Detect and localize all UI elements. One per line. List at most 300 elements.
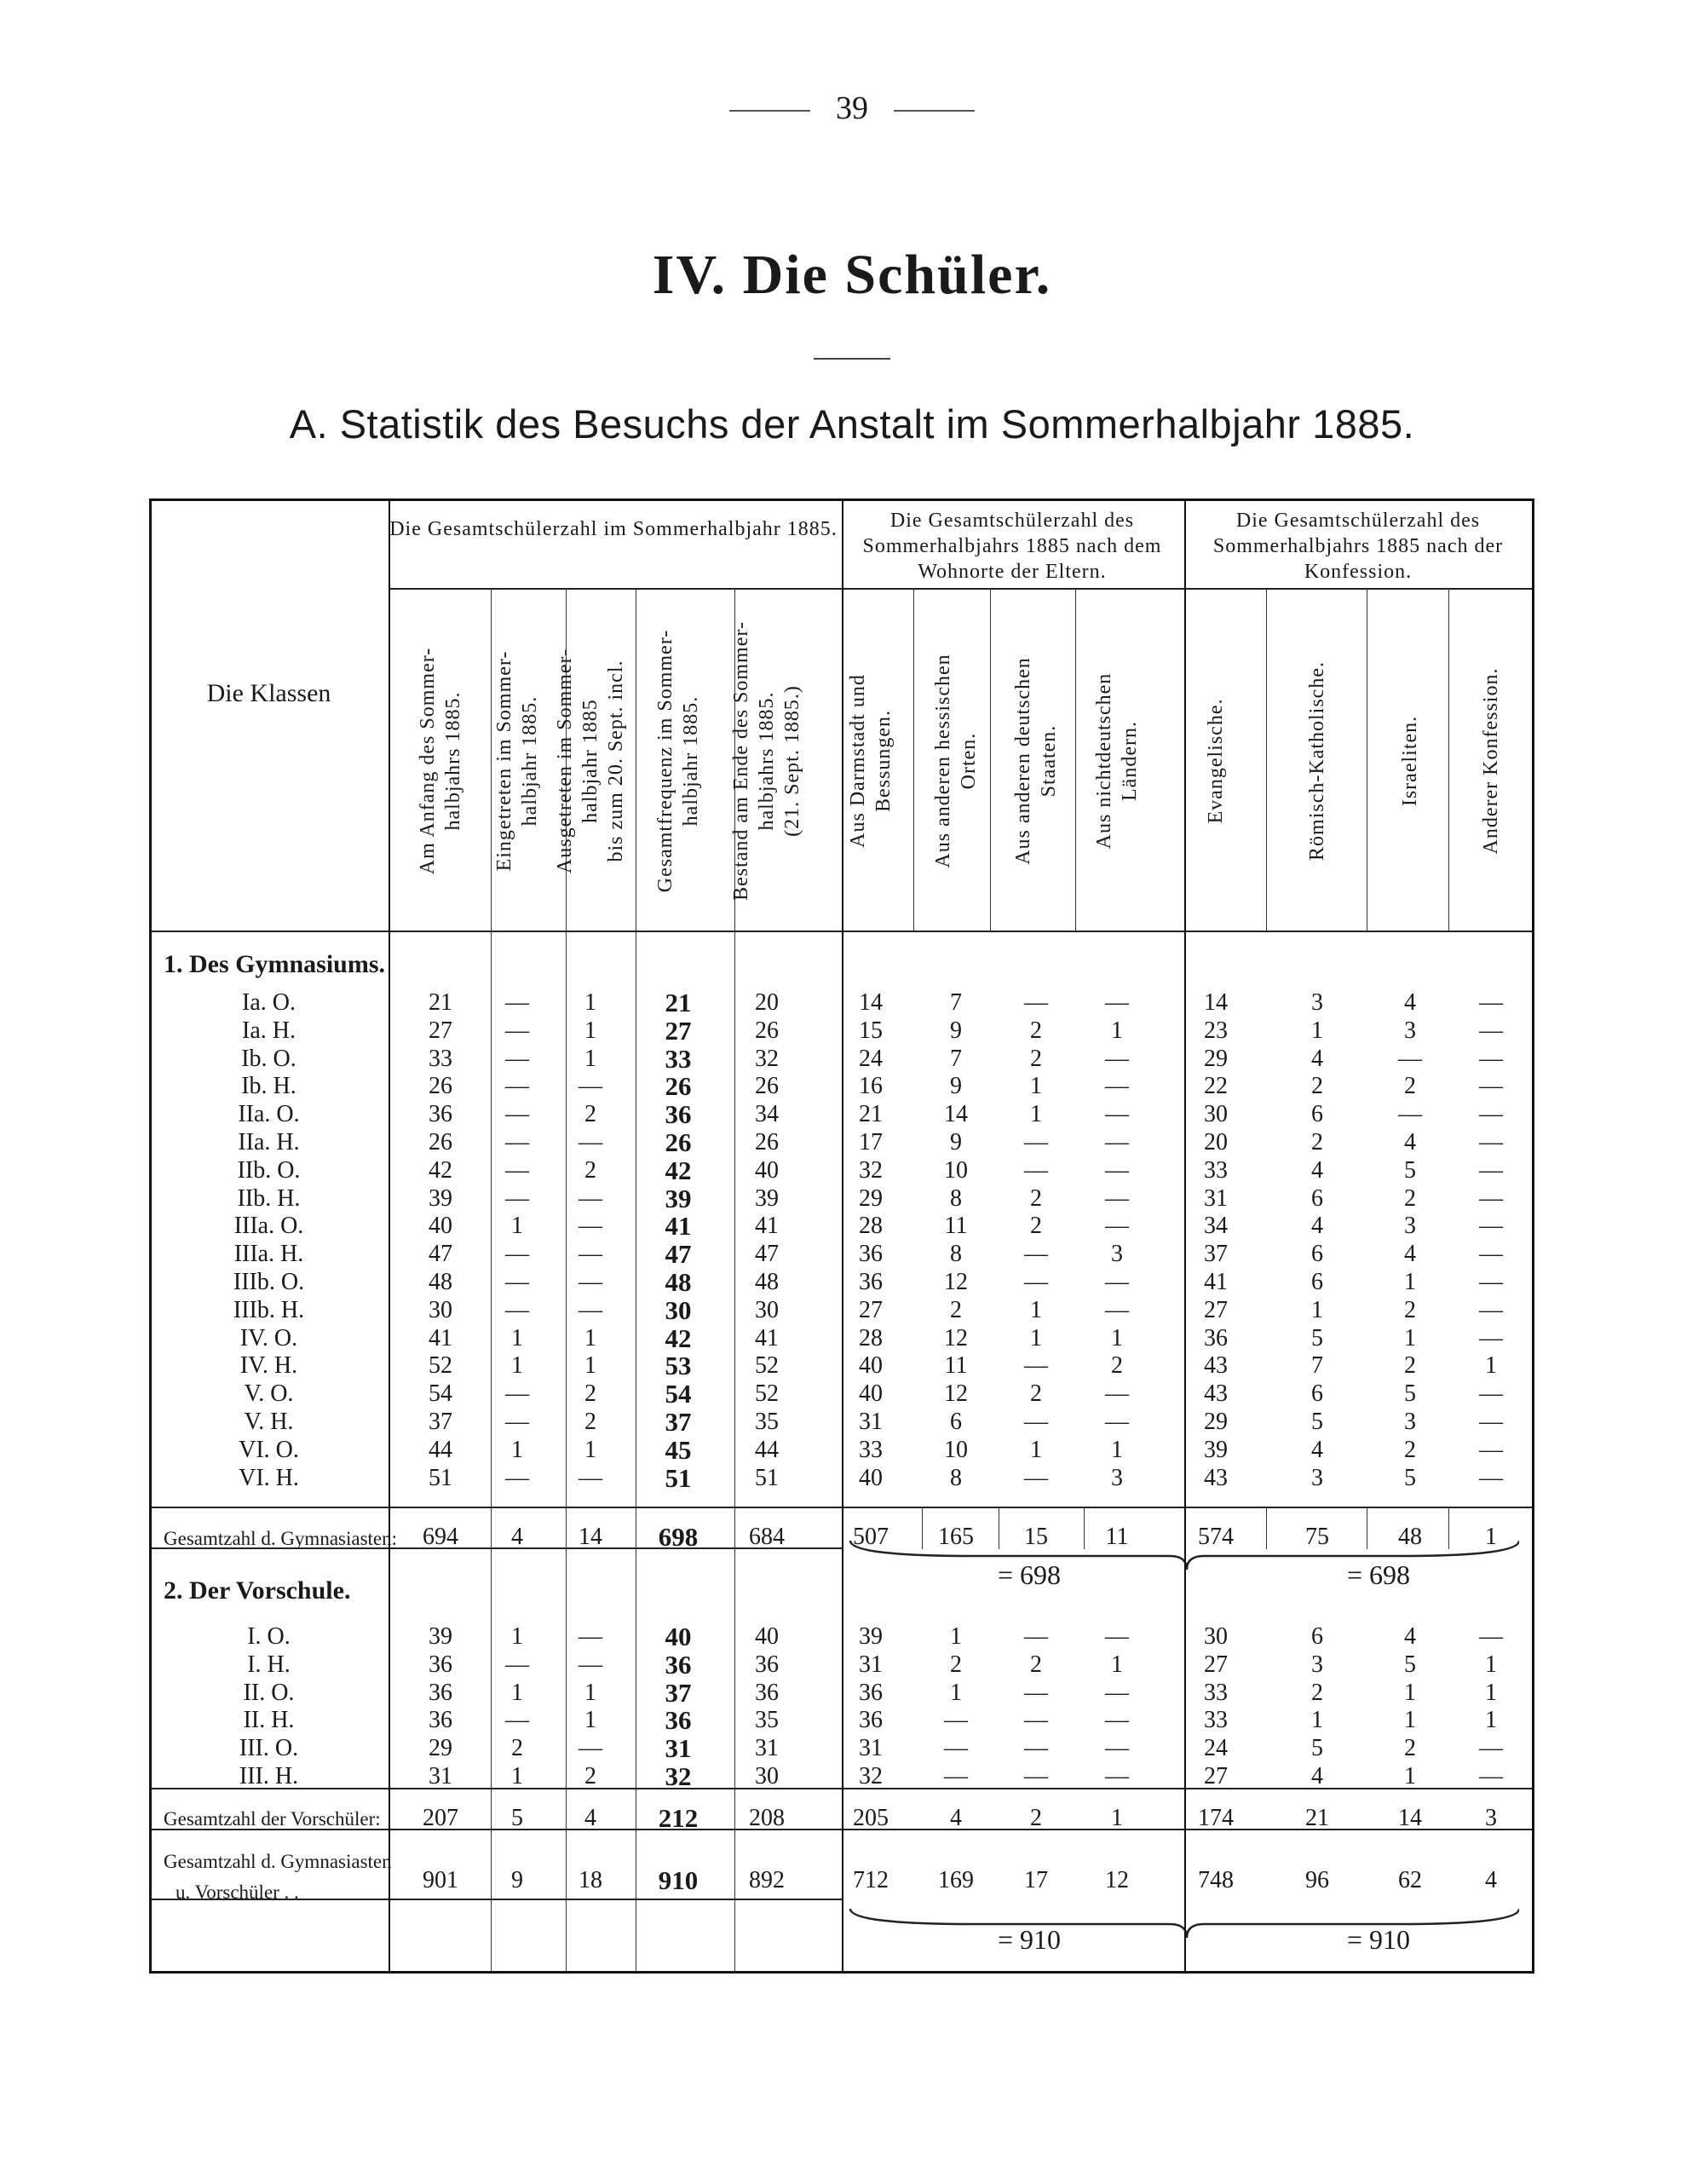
vorschule-cell: 2: [1311, 1679, 1323, 1706]
gymnasium-cell: —: [1024, 1156, 1048, 1184]
gymnasium-cell: 28: [859, 1213, 883, 1240]
vorschule-cell: 33: [1204, 1707, 1228, 1734]
gymnasium-cell: 32: [859, 1156, 883, 1184]
column-header-text-1: Eingetreten im Sommer- halbjahr 1885.: [493, 650, 541, 872]
gymnasium-cell: 37: [665, 1407, 692, 1437]
gymnasium-cell: 42: [665, 1323, 692, 1353]
column-header-text-5: Aus Darmstadt und Bessungen.: [847, 674, 895, 848]
gymnasium-cell: 27: [665, 1015, 692, 1046]
gymnasium-total-cell: 574: [1198, 1524, 1234, 1550]
gymnasium-cell: 33: [665, 1043, 692, 1074]
grand-total-cell: 4: [1485, 1867, 1497, 1893]
column-rule-header-7: [990, 588, 991, 931]
column-header-text-3: Gesamtfrequenz im Sommer- halbjahr 1885.: [654, 629, 702, 893]
grand-total-cell: 892: [749, 1867, 785, 1893]
gymnasium-cell: 14: [944, 1101, 968, 1128]
gymnasium-cell: 29: [859, 1184, 883, 1212]
gymnasium-cell: 3: [1111, 1464, 1123, 1491]
vorschule-cell: 2: [950, 1651, 962, 1678]
gymnasium-cell: 8: [950, 1241, 962, 1268]
gymnasium-cell: 2: [1030, 1045, 1042, 1072]
gymnasium-cell: —: [1024, 1241, 1048, 1268]
total-label-vorschule: Gesamtzahl der Vorschüler:: [164, 1808, 381, 1830]
vorschule-cell: 37: [665, 1677, 692, 1708]
gymnasium-row-label: IIIa. O.: [233, 1213, 304, 1240]
gymnasium-row-label: VI. H.: [239, 1464, 299, 1491]
gymnasium-cell: 12: [944, 1324, 968, 1351]
gymnasium-cell: 37: [429, 1409, 452, 1435]
gymnasium-cell: 2: [1111, 1352, 1123, 1380]
vorschule-cell: 36: [665, 1705, 692, 1736]
gymnasium-cell: 3: [1311, 989, 1323, 1016]
vorschule-cell: 32: [859, 1763, 883, 1789]
column-rule-header-8: [1075, 588, 1076, 931]
gymnasium-cell: 47: [665, 1239, 692, 1270]
gymnasium-cell: 6: [1311, 1184, 1323, 1212]
gymnasium-total-cell: 11: [1105, 1524, 1129, 1550]
gymnasium-cell: 4: [1404, 1129, 1416, 1155]
gymnasium-cell: —: [1024, 1352, 1048, 1380]
gymnasium-cell: 31: [1204, 1184, 1228, 1212]
gymnasium-cell: 40: [859, 1380, 883, 1408]
gymnasium-total-cell: 684: [749, 1524, 785, 1550]
gymnasium-cell: —: [1479, 1464, 1503, 1491]
gymnasium-cell: 4: [1311, 1156, 1323, 1184]
gymnasium-cell: 34: [1204, 1213, 1228, 1240]
vorschule-cell: —: [1479, 1623, 1503, 1650]
total-label-gymnasium: Gesamtzahl d. Gymnasiasten:: [164, 1528, 398, 1549]
gymnasium-cell: 29: [1204, 1409, 1228, 1435]
column-rule-header-6: [913, 588, 914, 931]
vorschule-cell: 1: [511, 1623, 523, 1650]
brace-grand: [846, 1907, 1519, 1941]
vorschule-cell: 31: [429, 1763, 452, 1789]
group-header-total: Die Gesamtschülerzahl im Sommerhalbjahr 1885.: [389, 518, 838, 540]
gymnasium-cell: 30: [429, 1296, 452, 1323]
gymnasium-cell: 1: [1030, 1436, 1042, 1463]
gymnasium-row-label: V. H.: [244, 1409, 294, 1435]
column-header-text-11: Israeliten.: [1399, 715, 1421, 807]
gymnasium-cell: —: [505, 1017, 529, 1044]
gymnasium-cell: 29: [1204, 1045, 1228, 1072]
gymnasium-cell: —: [1398, 1045, 1422, 1072]
gymnasium-total-cell: 14: [579, 1524, 602, 1550]
vorschule-cell: 6: [1311, 1623, 1323, 1650]
column-rule-header-10: [1266, 588, 1267, 931]
gymnasium-cell: 3: [1111, 1241, 1123, 1268]
vorschule-cell: 36: [755, 1679, 779, 1706]
gymnasium-cell: 5: [1404, 1464, 1416, 1491]
gymnasium-cell: —: [1479, 1296, 1503, 1323]
gymnasium-row-label: IIb. H.: [237, 1184, 301, 1212]
sum-wohnort-gymnasium: = 698: [997, 1559, 1062, 1590]
vorschule-row-label: III. O.: [239, 1735, 299, 1762]
gymnasium-cell: 30: [1204, 1101, 1228, 1128]
gymnasium-cell: 2: [1404, 1184, 1416, 1212]
gymnasium-cell: 32: [755, 1045, 779, 1072]
gymnasium-cell: 2: [1404, 1073, 1416, 1100]
gymnasium-row-label: Ib. O.: [241, 1045, 296, 1072]
vorschule-cell: 1: [584, 1679, 596, 1706]
vorschule-cell: 36: [755, 1651, 779, 1678]
gymnasium-cell: 36: [429, 1101, 452, 1128]
grand-total-label-line2: u. Vorschüler . .: [176, 1881, 299, 1903]
gymnasium-cell: —: [1398, 1101, 1422, 1128]
gymnasium-cell: 33: [1204, 1156, 1228, 1184]
grand-total-cell: 9: [511, 1867, 523, 1893]
vorschule-cell: —: [505, 1651, 529, 1678]
gymnasium-cell: 4: [1311, 1213, 1323, 1240]
gymnasium-cell: 5: [1404, 1156, 1416, 1184]
vorschule-cell: —: [1105, 1735, 1129, 1762]
gymnasium-cell: —: [579, 1296, 602, 1323]
grand-total-cell: 62: [1398, 1867, 1422, 1893]
gymnasium-cell: 52: [429, 1352, 452, 1380]
gymnasium-cell: 1: [1030, 1073, 1042, 1100]
vorschule-total-cell: 4: [584, 1805, 596, 1831]
group-header-konfession: Die Gesamtschülerzahl des Sommerhalbjahrs 1885 nach der Konfession.: [1212, 510, 1504, 583]
vorschule-cell: 1: [511, 1763, 523, 1789]
vorschule-cell: 35: [755, 1707, 779, 1734]
gymnasium-cell: 12: [944, 1269, 968, 1295]
grand-total-cell: 96: [1305, 1867, 1329, 1893]
gymnasium-cell: 26: [755, 1073, 779, 1100]
gymnasium-cell: 14: [1204, 989, 1228, 1016]
gymnasium-cell: 40: [859, 1352, 883, 1380]
group-header-wohnort: Die Gesamtschülerzahl des Sommerhalbjahrs 1885 nach dem Wohnorte der Eltern.: [862, 510, 1162, 583]
vorschule-total-cell: 2: [1030, 1805, 1042, 1831]
gymnasium-cell: 9: [950, 1129, 962, 1155]
gymnasium-total-cell: 48: [1398, 1524, 1422, 1550]
gymnasium-cell: 2: [1030, 1017, 1042, 1044]
vorschule-cell: —: [1024, 1679, 1048, 1706]
gymnasium-cell: 12: [944, 1380, 968, 1408]
vorschule-row-label: II. O.: [243, 1679, 295, 1706]
grand-total-label-line1: Gesamtzahl d. Gymnasiasten: [164, 1851, 392, 1872]
gymnasium-cell: —: [1479, 1213, 1503, 1240]
vorschule-cell: 5: [1311, 1735, 1323, 1762]
page-number-line: [0, 89, 1704, 127]
vorschule-cell: —: [1479, 1763, 1503, 1789]
column-header-text-10: Römisch-Katholische.: [1306, 661, 1328, 861]
gymnasium-cell: 34: [755, 1101, 779, 1128]
gymnasium-cell: 36: [859, 1269, 883, 1295]
gymnasium-cell: 2: [1311, 1129, 1323, 1155]
gymnasium-cell: 20: [755, 989, 779, 1016]
gymnasium-cell: 23: [1204, 1017, 1228, 1044]
gymnasium-row-label: IIa. O.: [238, 1101, 300, 1128]
sum-wohnort-grand: = 910: [997, 1924, 1062, 1955]
gymnasium-cell: —: [1479, 1324, 1503, 1351]
vorschule-cell: —: [1105, 1679, 1129, 1706]
gymnasium-cell: —: [505, 989, 529, 1016]
gymnasium-row-label: IIa. H.: [238, 1129, 300, 1155]
dash-right: [894, 110, 975, 112]
gymnasium-cell: —: [1105, 1129, 1129, 1155]
vorschule-cell: 36: [665, 1649, 692, 1680]
column-header-text-2: Ausgetreten im Sommer- halbjahr 1885 bis zum 20. Sept. incl.: [554, 648, 627, 874]
column-header-text-0: Am Anfang des Sommer- halbjahrs 1885.: [417, 647, 464, 875]
gymnasium-cell: 8: [950, 1464, 962, 1491]
gymnasium-cell: —: [1479, 1409, 1503, 1435]
vorschule-cell: 31: [755, 1735, 779, 1762]
title-rule: [814, 358, 890, 360]
gymnasium-cell: 16: [859, 1073, 883, 1100]
gymnasium-cell: 33: [429, 1045, 452, 1072]
vorschule-row-label: III. H.: [239, 1763, 299, 1789]
vorschule-cell: —: [1024, 1707, 1048, 1734]
gymnasium-cell: —: [1024, 989, 1048, 1016]
gymnasium-cell: 7: [1311, 1352, 1323, 1380]
gymnasium-cell: 9: [950, 1073, 962, 1100]
gymnasium-cell: 36: [859, 1241, 883, 1268]
vorschule-cell: —: [944, 1707, 968, 1734]
gymnasium-cell: —: [579, 1269, 602, 1295]
gymnasium-cell: 5: [1311, 1324, 1323, 1351]
gymnasium-cell: 3: [1404, 1213, 1416, 1240]
gymnasium-cell: —: [1105, 1213, 1129, 1240]
gymnasium-cell: 7: [950, 989, 962, 1016]
vorschule-cell: 40: [755, 1623, 779, 1650]
gymnasium-cell: —: [1105, 1380, 1129, 1408]
vorschule-total-cell: 14: [1398, 1805, 1422, 1831]
gymnasium-cell: 26: [429, 1129, 452, 1155]
gymnasium-cell: 2: [584, 1409, 596, 1435]
gymnasium-cell: —: [1105, 1101, 1129, 1128]
vorschule-cell: 24: [1204, 1735, 1228, 1762]
gymnasium-cell: 20: [1204, 1129, 1228, 1155]
gymnasium-cell: 1: [1404, 1324, 1416, 1351]
gymnasium-cell: —: [1024, 1464, 1048, 1491]
vorschule-cell: 1: [1404, 1707, 1416, 1734]
gymnasium-cell: 2: [1404, 1352, 1416, 1380]
gymnasium-total-cell: 1: [1485, 1524, 1497, 1550]
gymnasium-cell: 52: [755, 1380, 779, 1408]
gymnasium-total-cell: 698: [658, 1522, 699, 1552]
gymnasium-cell: 39: [665, 1183, 692, 1213]
gymnasium-cell: 45: [665, 1434, 692, 1465]
gymnasium-cell: 44: [429, 1436, 452, 1463]
gymnasium-total-cell: 15: [1024, 1524, 1048, 1550]
gymnasium-cell: 39: [755, 1184, 779, 1212]
gymnasium-row-label: IIIa. H.: [233, 1241, 304, 1268]
grand-total-bottom-rule: [152, 1899, 842, 1900]
gymnasium-row-label: IV. H.: [239, 1352, 298, 1380]
gymnasium-cell: 1: [1111, 1436, 1123, 1463]
gymnasium-cell: 44: [755, 1436, 779, 1463]
gymnasium-total-cell: 4: [511, 1524, 523, 1550]
gymnasium-cell: 26: [755, 1129, 779, 1155]
gymnasium-cell: 37: [1204, 1241, 1228, 1268]
gymnasium-cell: —: [1024, 1129, 1048, 1155]
gymnasium-cell: 26: [755, 1017, 779, 1044]
page-number: 39: [836, 90, 868, 126]
gymnasium-cell: 8: [950, 1184, 962, 1212]
gymnasium-cell: 43: [1204, 1352, 1228, 1380]
gymnasium-cell: 1: [1485, 1352, 1497, 1380]
gymnasium-cell: 30: [665, 1294, 692, 1325]
gymnasium-cell: —: [505, 1296, 529, 1323]
column-header-text-6: Aus anderen hessischen Orten.: [932, 654, 980, 868]
gymnasium-cell: 27: [1204, 1296, 1228, 1323]
gymnasium-cell: 1: [584, 1017, 596, 1044]
gymnasium-cell: 1: [1311, 1296, 1323, 1323]
vorschule-cell: 30: [755, 1763, 779, 1789]
gymnasium-cell: —: [505, 1409, 529, 1435]
gymnasium-cell: 1: [584, 1352, 596, 1380]
gymnasium-cell: 51: [755, 1464, 779, 1491]
gymnasium-cell: —: [1479, 1017, 1503, 1044]
gymnasium-cell: —: [1105, 1184, 1129, 1212]
gymnasium-cell: 1: [1111, 1017, 1123, 1044]
vorschule-cell: 30: [1204, 1623, 1228, 1650]
vorschule-total-cell: 208: [749, 1805, 785, 1831]
vorschule-cell: 1: [1485, 1651, 1497, 1678]
sum-konfession-grand: = 910: [1346, 1924, 1411, 1955]
gymnasium-cell: 5: [1404, 1380, 1416, 1408]
vorschule-cell: 1: [950, 1679, 962, 1706]
column-rule-gtotal-k-0: [1266, 1507, 1267, 1549]
grand-total-cell: 17: [1024, 1867, 1048, 1893]
vorschule-cell: 1: [1485, 1707, 1497, 1734]
gymnasium-cell: 4: [1311, 1436, 1323, 1463]
gymnasium-cell: 2: [1030, 1184, 1042, 1212]
gymnasium-cell: 4: [1404, 1241, 1416, 1268]
vorschule-cell: 27: [1204, 1651, 1228, 1678]
gymnasium-cell: 4: [1404, 989, 1416, 1016]
gymnasium-cell: 21: [665, 988, 692, 1017]
vorschule-cell: —: [1105, 1623, 1129, 1650]
vorschule-cell: 33: [1204, 1679, 1228, 1706]
vorschule-cell: —: [505, 1707, 529, 1734]
section-label-vorschule: 2. Der Vorschule.: [164, 1576, 351, 1605]
vorschule-total-cell: 174: [1198, 1805, 1234, 1831]
vorschule-cell: 1: [950, 1623, 962, 1650]
gymnasium-cell: —: [1479, 1436, 1503, 1463]
vorschule-cell: 3: [1311, 1651, 1323, 1678]
gymnasium-cell: 1: [1030, 1296, 1042, 1323]
gymnasium-cell: —: [1479, 1129, 1503, 1155]
gymnasium-cell: 2: [1404, 1436, 1416, 1463]
gymnasium-row-label: Ia. H.: [242, 1017, 296, 1044]
gymnasium-cell: —: [1479, 1045, 1503, 1072]
gymnasium-cell: 51: [665, 1462, 692, 1493]
gymnasium-cell: 7: [950, 1045, 962, 1072]
gymnasium-cell: —: [505, 1045, 529, 1072]
gymnasium-cell: —: [1479, 989, 1503, 1016]
vorschule-cell: —: [1105, 1763, 1129, 1789]
gymnasium-cell: 41: [755, 1213, 779, 1240]
gymnasium-cell: 43: [1204, 1380, 1228, 1408]
vorschule-cell: 1: [1111, 1651, 1123, 1678]
gymnasium-cell: —: [1105, 1269, 1129, 1295]
gymnasium-cell: 42: [665, 1155, 692, 1185]
gymnasium-cell: 27: [859, 1296, 883, 1323]
gymnasium-cell: —: [1479, 1101, 1503, 1128]
gymnasium-cell: 6: [950, 1409, 962, 1435]
dash-left: [729, 110, 810, 112]
vorschule-cell: 1: [1404, 1763, 1416, 1789]
gymnasium-cell: 6: [1311, 1101, 1323, 1128]
gymnasium-cell: 1: [584, 1324, 596, 1351]
gymnasium-cell: —: [1479, 1156, 1503, 1184]
vorschule-cell: 2: [1404, 1735, 1416, 1762]
gymnasium-cell: 35: [755, 1409, 779, 1435]
vorschule-cell: 1: [1404, 1679, 1416, 1706]
vorschule-cell: 39: [429, 1623, 452, 1650]
gymnasium-cell: —: [505, 1073, 529, 1100]
gymnasium-cell: —: [1105, 1045, 1129, 1072]
gymnasium-cell: —: [1479, 1184, 1503, 1212]
vorschule-cell: —: [944, 1763, 968, 1789]
grand-total-cell: 901: [423, 1867, 458, 1893]
gymnasium-cell: 9: [950, 1017, 962, 1044]
gymnasium-cell: 1: [511, 1436, 523, 1463]
gymnasium-cell: 2: [584, 1101, 596, 1128]
gymnasium-cell: 40: [429, 1213, 452, 1240]
chapter-title: IV. Die Schüler.: [652, 244, 1052, 306]
gymnasium-row-label: VI. O.: [239, 1436, 299, 1463]
vorschule-cell: —: [579, 1651, 602, 1678]
gymnasium-cell: —: [579, 1184, 602, 1212]
gymnasium-cell: 48: [429, 1269, 452, 1295]
gymnasium-cell: —: [1105, 1409, 1129, 1435]
vorschule-cell: —: [1024, 1623, 1048, 1650]
vorschule-cell: —: [579, 1735, 602, 1762]
gymnasium-total-cell: 165: [938, 1524, 974, 1550]
gymnasium-cell: 26: [665, 1127, 692, 1157]
vorschule-cell: 2: [1030, 1651, 1042, 1678]
gymnasium-cell: 5: [1311, 1409, 1323, 1435]
vorschule-cell: —: [579, 1623, 602, 1650]
gymnasium-cell: 11: [944, 1213, 968, 1240]
vorschule-cell: 1: [1311, 1707, 1323, 1734]
vorschule-cell: —: [1024, 1763, 1048, 1789]
column-rule-row-header: [389, 501, 390, 1971]
gymnasium-cell: 48: [665, 1267, 692, 1297]
gymnasium-cell: 1: [1111, 1324, 1123, 1351]
grand-total-cell: 18: [579, 1867, 602, 1893]
gymnasium-cell: 6: [1311, 1241, 1323, 1268]
grand-total-cell: 748: [1198, 1867, 1234, 1893]
gymnasium-cell: —: [1024, 1409, 1048, 1435]
gymnasium-cell: 1: [511, 1352, 523, 1380]
vorschule-total-cell: 4: [950, 1805, 962, 1831]
gymnasium-cell: 39: [1204, 1436, 1228, 1463]
gymnasium-total-cell: 694: [423, 1524, 458, 1550]
gymnasium-cell: 21: [859, 1101, 883, 1128]
gymnasium-cell: —: [1105, 1073, 1129, 1100]
gymnasium-cell: —: [505, 1241, 529, 1268]
vorschule-cell: 27: [1204, 1763, 1228, 1789]
vorschule-total-cell: 207: [423, 1805, 458, 1831]
vorschule-cell: 1: [584, 1707, 596, 1734]
gymnasium-cell: 42: [429, 1156, 452, 1184]
gymnasium-cell: 28: [859, 1324, 883, 1351]
gymnasium-cell: —: [579, 1241, 602, 1268]
column-header-text-8: Aus nichtdeutschen Ländern.: [1093, 672, 1141, 850]
vorschule-cell: 5: [1404, 1651, 1416, 1678]
gymnasium-cell: 40: [755, 1156, 779, 1184]
vorschule-cell: 2: [584, 1763, 596, 1789]
gymnasium-row-label: Ia. O.: [242, 989, 296, 1016]
gymnasium-cell: 33: [859, 1436, 883, 1463]
gymnasium-row-label: Ib. H.: [241, 1073, 296, 1100]
gymnasium-cell: 10: [944, 1156, 968, 1184]
gymnasium-cell: 17: [859, 1129, 883, 1155]
gymnasium-cell: —: [1479, 1380, 1503, 1408]
gymnasium-cell: 31: [859, 1409, 883, 1435]
